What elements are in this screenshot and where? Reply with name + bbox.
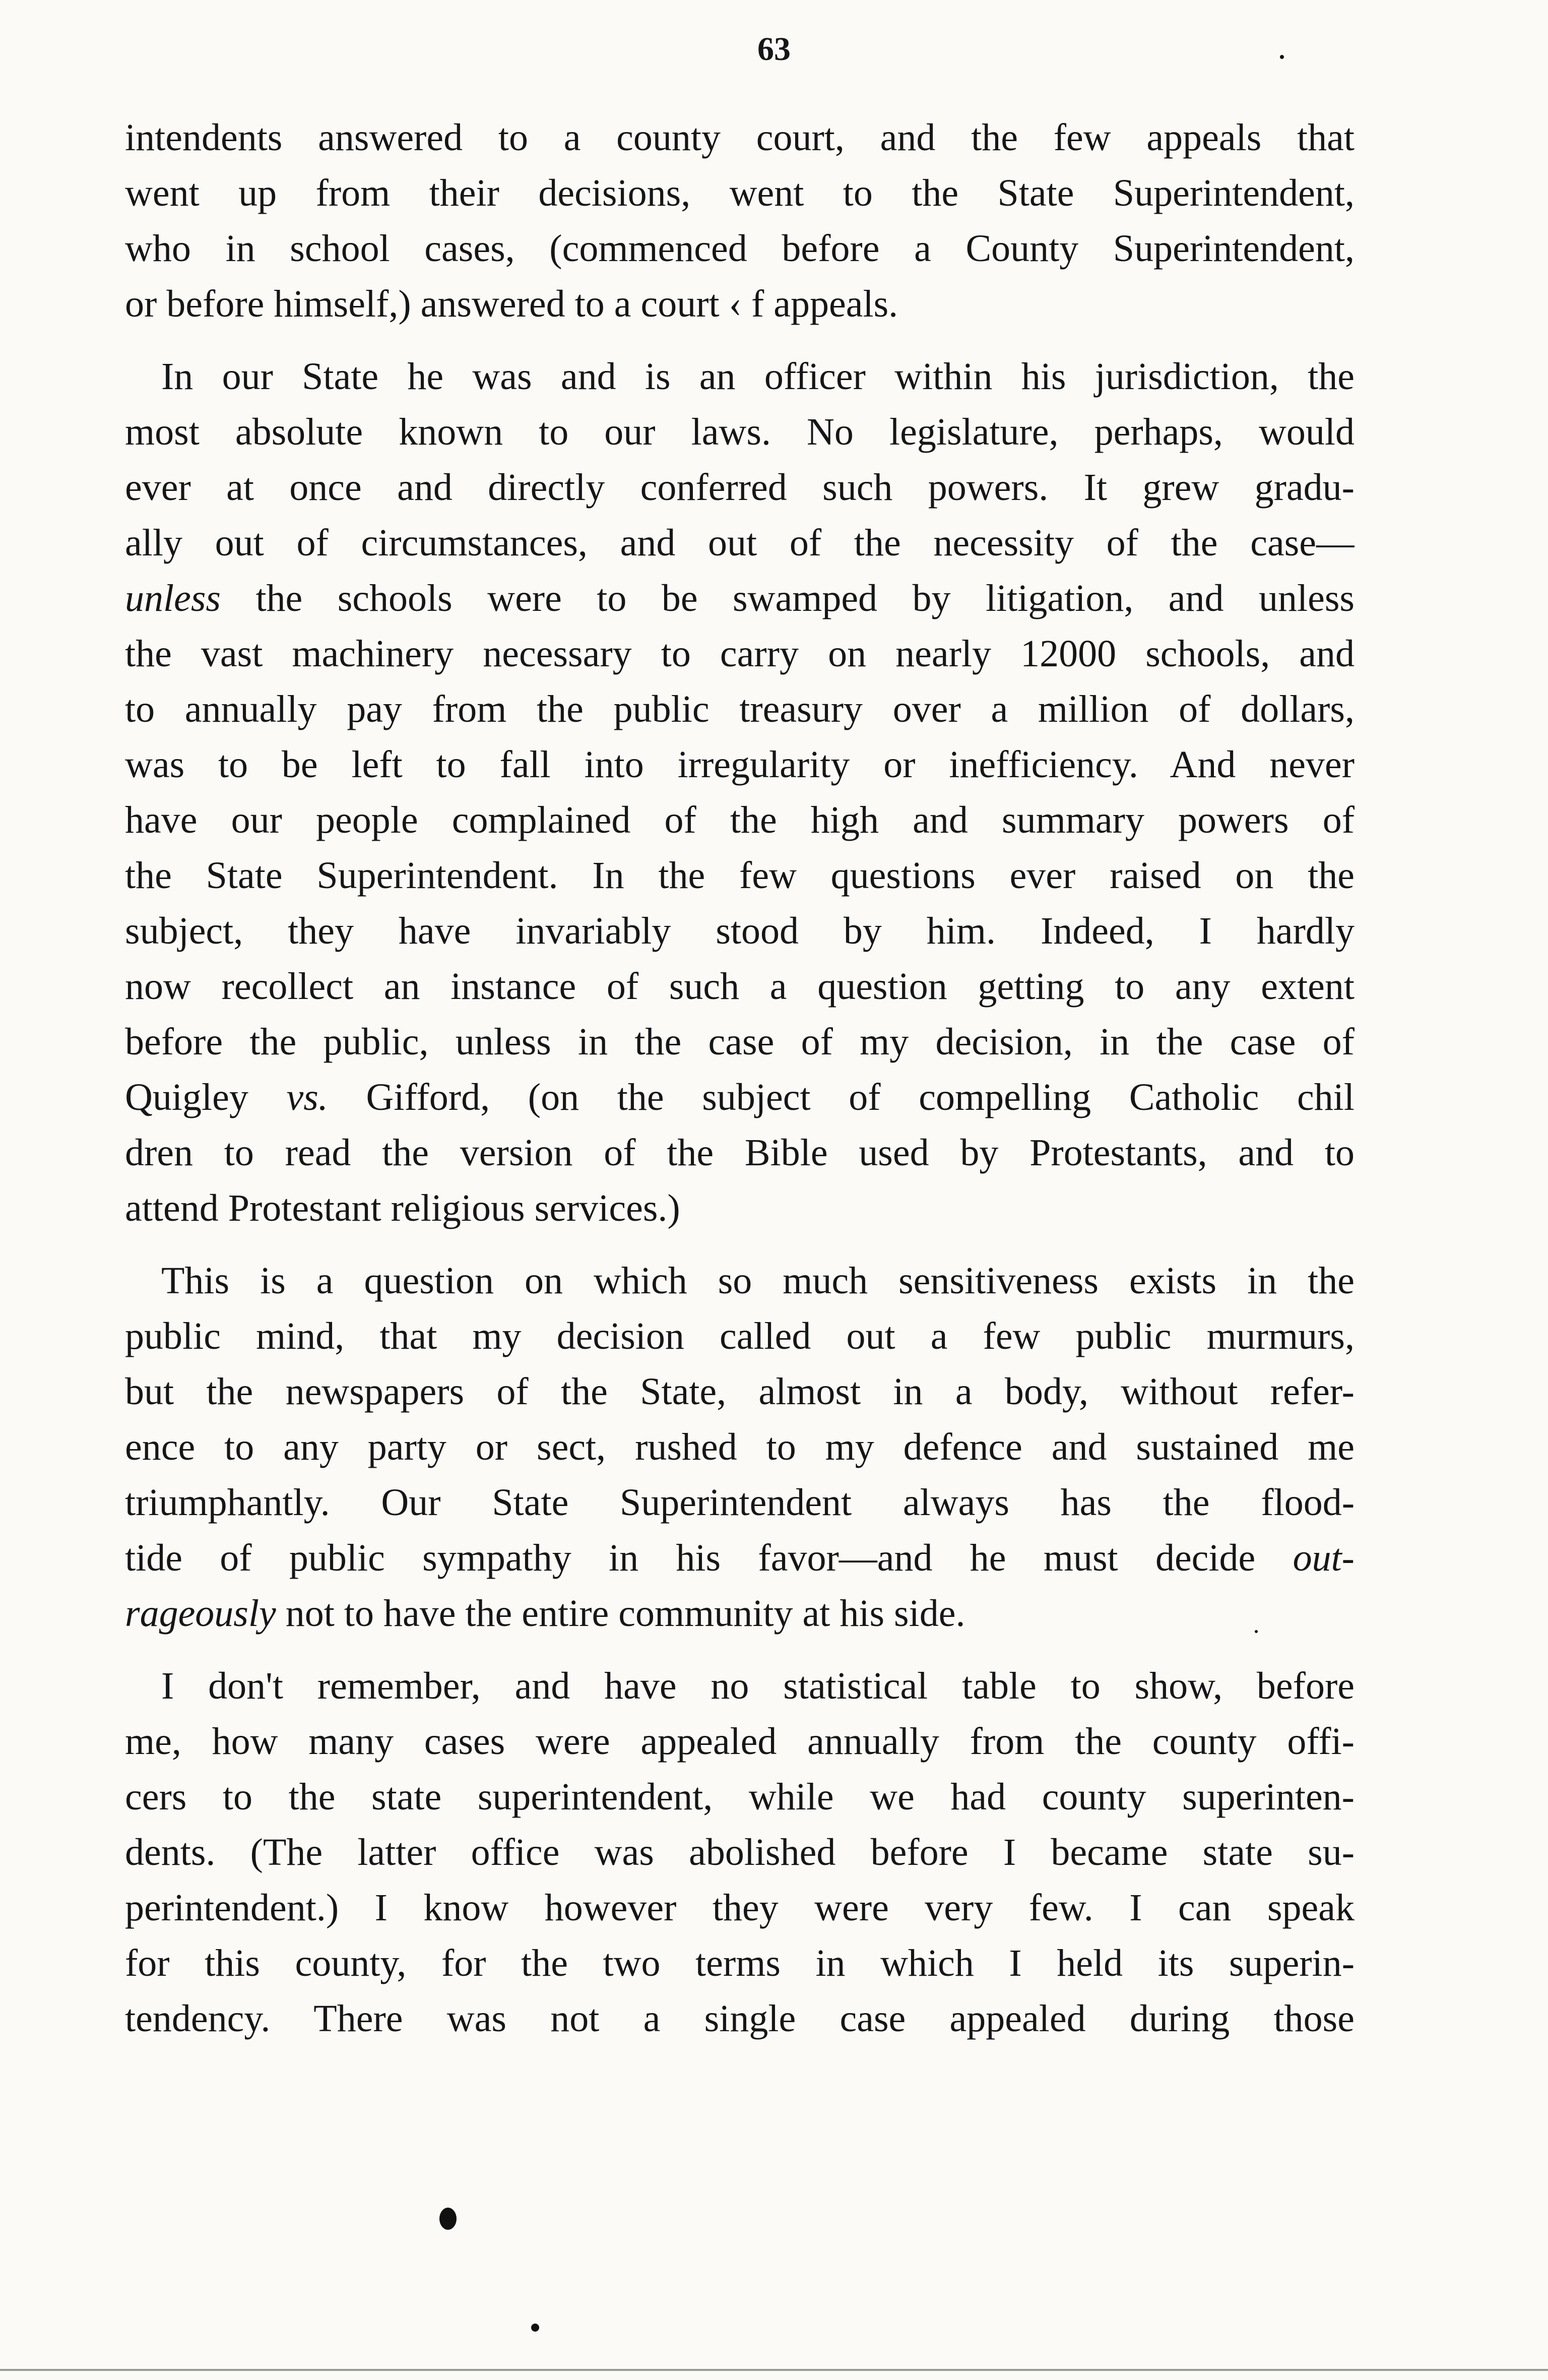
text-run: In our State he was and is an officer within his jurisdiction, the [161,355,1354,398]
ink-blot-mark [439,2208,457,2230]
text-run: the schools were to be swamped by litigation, and unless [221,577,1354,619]
text-line [125,1070,1354,1125]
text-line [125,1014,1354,1070]
text-run: most absolute known to our laws. No legislature, perhaps, would [125,411,1354,453]
text-line [125,1419,1354,1475]
text-line [125,1530,1354,1586]
ink-dot-mark [531,2324,539,2332]
text-line [125,1769,1354,1825]
text-line [125,110,1354,165]
paragraph [125,110,1354,332]
text-run: Quigley [125,1076,287,1118]
text-run: who in school cases, (commenced before a County Superintendent, [125,227,1354,270]
paragraph [125,1253,1354,1641]
text-run: attend Protestant religious services.) [125,1187,680,1229]
text-run: Gifford, (on the subject of compelling Catholic chil [328,1076,1354,1118]
ink-speck-mark [1255,1630,1258,1633]
text-run: dren to read the version of the Bible used by Protestants, and to [125,1132,1354,1174]
ink-speck-mark [1280,55,1284,59]
text-run: have our people complained of the high and summary powers of [125,799,1354,841]
text-run: tide of public sympathy in his favor—and he must decide [125,1537,1293,1579]
text-run: ally out of circumstances, and out of the necessity of the case— [125,522,1354,564]
text-run: now recollect an instance of such a question getting to any extent [125,965,1354,1008]
page-number: 63 [757,31,791,68]
text-run: me, how many cases were appealed annually from the county offi- [125,1720,1354,1763]
text-run: intendents answered to a county court, and the few appeals that [125,116,1354,159]
text-run: was to be left to fall into irregularity or inefficiency. And never [125,743,1354,786]
italic-text: out- [1293,1537,1354,1579]
text-line [125,404,1354,460]
text-line [125,681,1354,737]
text-line [125,165,1354,221]
text-line [125,276,1354,332]
body-text [125,110,1354,2046]
text-line [125,515,1354,571]
paragraph [125,349,1354,1236]
text-run: tendency. There was not a single case appealed during those [125,1997,1354,2040]
text-run: the vast machinery necessary to carry on nearly 12000 schools, and [125,633,1354,675]
text-run: triumphantly. Our State Superintendent always has the flood- [125,1481,1354,1524]
italic-text: rageously [125,1592,276,1635]
text-line [125,959,1354,1014]
text-run: This is a question on which so much sensitiveness exists in the [161,1260,1354,1302]
text-line [125,1475,1354,1530]
text-run: or before himself,) answered to a court ‹ f appeals. [125,283,898,325]
text-line [125,1180,1354,1236]
text-line [125,460,1354,515]
text-line [125,349,1354,404]
text-line [125,221,1354,276]
italic-text: vs. [286,1076,328,1118]
text-run: before the public, unless in the case of my decision, in the case of [125,1021,1354,1063]
text-run: dents. (The latter office was abolished before I became state su- [125,1831,1354,1873]
text-line [125,626,1354,681]
text-line [125,848,1354,903]
text-run: ence to any party or sect, rushed to my defence and sustained me [125,1426,1354,1468]
text-run: to annually pay from the public treasury over a million of dollars, [125,688,1354,730]
text-line [125,1125,1354,1180]
italic-text: unless [125,577,221,619]
text-line [125,792,1354,848]
paragraph [125,1658,1354,2046]
text-line [125,1991,1354,2046]
text-run: cers to the state superintendent, while we had county superinten- [125,1776,1354,1818]
text-line [125,571,1354,626]
text-line [125,1825,1354,1880]
text-run: the State Superintendent. In the few questions ever raised on the [125,854,1354,897]
text-line [125,903,1354,959]
text-run: but the newspapers of the State, almost in a body, without refer- [125,1370,1354,1413]
text-line [125,1714,1354,1769]
text-line [125,1658,1354,1714]
page-edge-line [0,2369,1548,2371]
text-run: public mind, that my decision called out a few public murmurs, [125,1315,1354,1357]
text-line [125,1586,1354,1641]
text-run: went up from their decisions, went to the State Superintendent, [125,172,1354,214]
text-run: perintendent.) I know however they were very few. I can speak [125,1887,1354,1929]
text-line [125,1308,1354,1364]
text-line [125,1253,1354,1308]
text-run: ever at once and directly conferred such powers. It grew gradu- [125,466,1354,509]
text-line [125,1935,1354,1991]
text-run: I don't remember, and have no statistical table to show, before [161,1665,1354,1707]
text-run: subject, they have invariably stood by him. Indeed, I hardly [125,910,1354,952]
text-line [125,737,1354,792]
text-run: not to have the entire community at his side. [276,1592,965,1635]
text-line [125,1880,1354,1935]
text-run: for this county, for the two terms in which I held its superin- [125,1942,1354,1984]
text-line [125,1364,1354,1419]
